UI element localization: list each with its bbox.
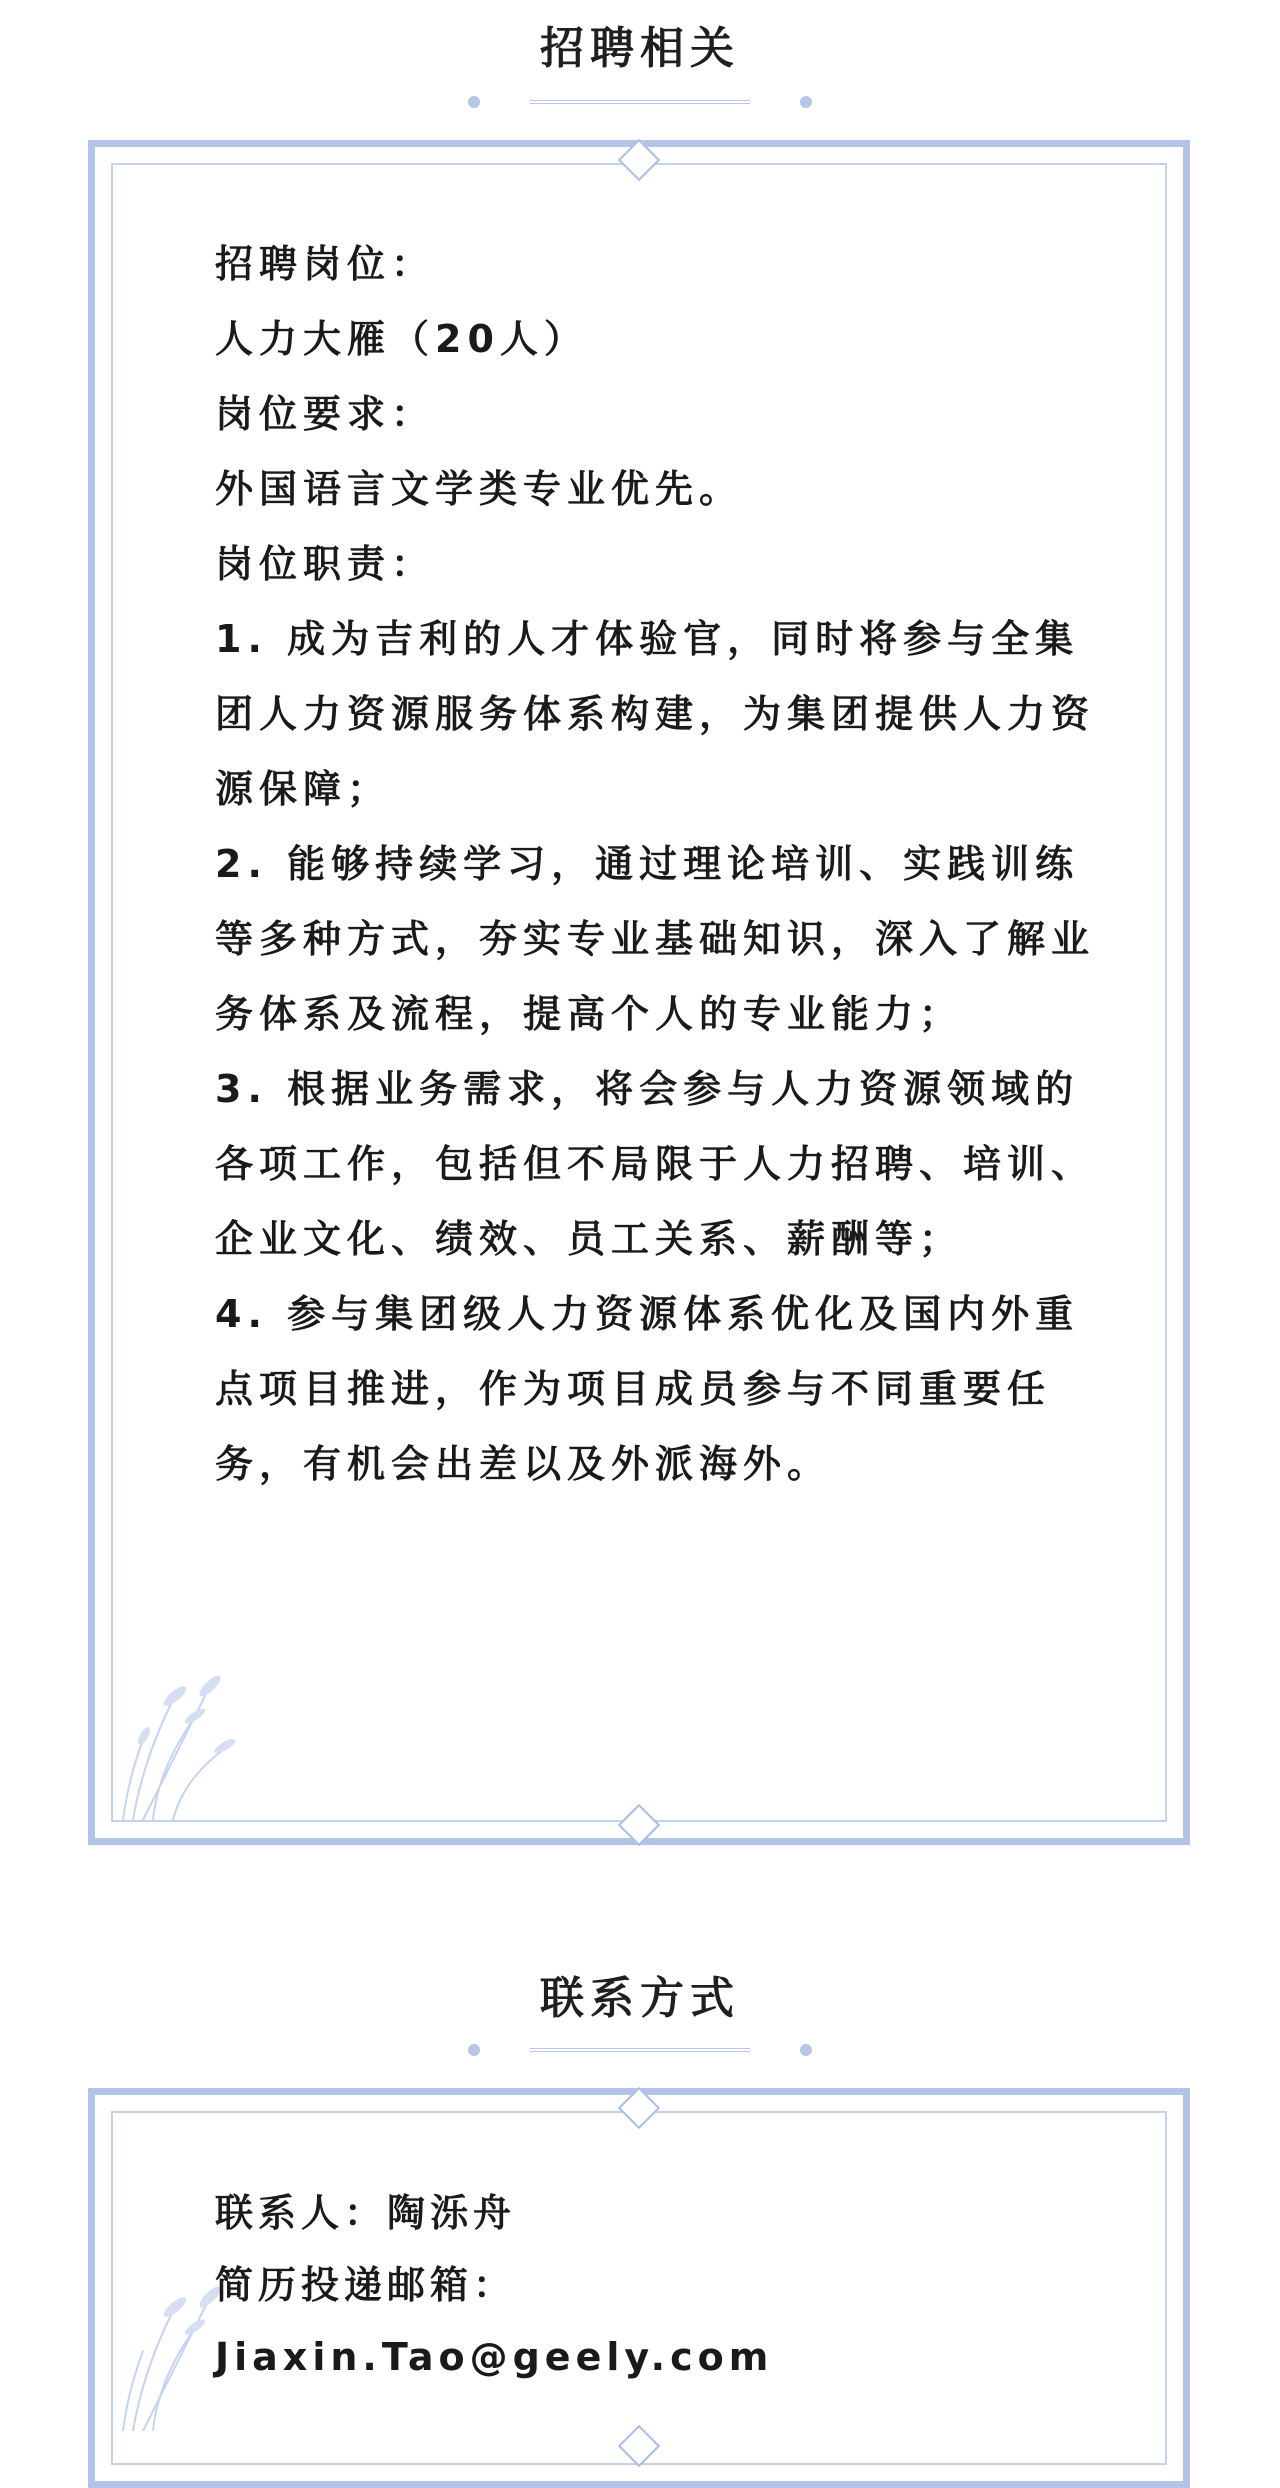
title-divider: [0, 92, 1280, 112]
email-address[interactable]: Jiaxin.Tao@geely.com: [215, 2335, 774, 2379]
duty-item: 2. 能够持续学习，通过理论培训、实践训练等多种方式，夯实专业基础知识，深入了解业务体系及流程，提高个人的专业能力；: [215, 842, 1096, 1036]
requirement-label: 岗位要求：: [215, 392, 436, 436]
duties-label: 岗位职责：: [215, 542, 436, 586]
section-title-recruitment: 招聘相关: [540, 23, 740, 74]
email-label: 简历投递邮箱：: [215, 2263, 517, 2307]
divider-dot-left: [468, 96, 480, 108]
contact-card: [88, 2088, 1190, 2488]
contact-content: [215, 2177, 1115, 2393]
section-title-contact: 联系方式: [540, 1973, 740, 2024]
title-divider: [0, 2040, 1280, 2060]
duty-item: 3. 根据业务需求，将会参与人力资源领域的各项工作，包括但不局限于人力招聘、培训、企业文化、绩效、员工关系、薪酬等；: [215, 1067, 1096, 1261]
recruitment-content: [215, 227, 1115, 1502]
divider-line: [530, 100, 750, 104]
duty-item: 1. 成为吉利的人才体验官，同时将参与全集团人力资源服务体系构建，为集团提供人力资源保障；: [215, 617, 1096, 811]
contact-person: 联系人：陶泺舟: [215, 2191, 517, 2235]
requirement-value: 外国语言文学类专业优先。: [215, 467, 744, 511]
divider-dot-left: [468, 2044, 480, 2056]
recruitment-card: [88, 140, 1190, 1845]
reed-grass-icon: [113, 1660, 253, 1820]
duty-item: 4. 参与集团级人力资源体系优化及国内外重点项目推进，作为项目成员参与不同重要任务，有机会出差以及外派海外。: [215, 1292, 1080, 1486]
divider-line: [530, 2048, 750, 2052]
divider-dot-right: [800, 96, 812, 108]
position-value: 人力大雁（20人）: [215, 317, 588, 361]
divider-dot-right: [800, 2044, 812, 2056]
position-label: 招聘岗位：: [215, 242, 436, 286]
